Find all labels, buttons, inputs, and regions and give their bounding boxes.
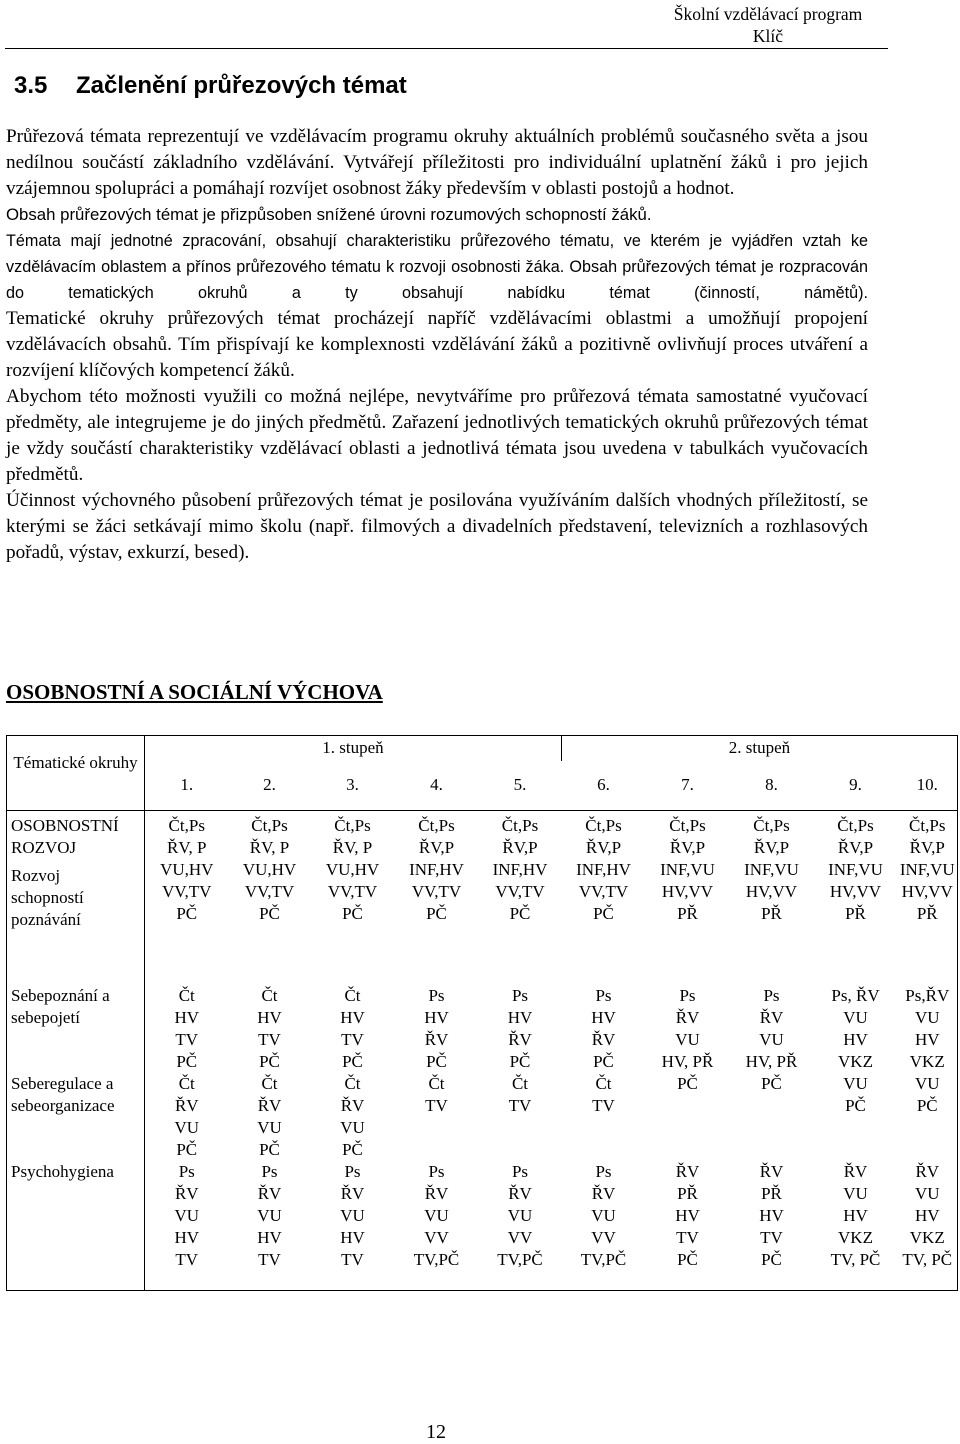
table-row [7, 1161, 958, 1291]
subject-cell: Ps HV ŘV PČ [591, 985, 616, 1071]
subject-cell: PČ [761, 1073, 782, 1093]
subject-cell: Čt,Ps ŘV,P INF,HV VV,TV PČ [576, 816, 631, 923]
grade-header: 10. [898, 761, 958, 811]
subject-cell: Čt,Ps ŘV,P INF,VU HV,VV PŘ [898, 811, 958, 965]
subject-cell: Čt,Ps ŘV,P INF,VU HV,VV PŘ [660, 816, 715, 923]
subject-cell: Čt HV TV PČ [340, 985, 365, 1071]
page-number: 12 [426, 1421, 446, 1443]
subject-cell: Čt,Ps ŘV, P VU,HV VV,TV PČ [325, 816, 380, 923]
grades-row [7, 761, 958, 811]
header-rule [5, 48, 888, 49]
header-school-name: Klíč [752, 26, 784, 46]
subject-cell: Ps ŘV VU VV TV,PČ [395, 1161, 479, 1291]
stage-1-header: 1. stupeň [145, 736, 562, 761]
subject-cell: VU PČ [843, 1073, 868, 1115]
row-label-cell [7, 811, 145, 965]
row-label-cell [7, 1073, 145, 1161]
subject-cell: PČ [677, 1073, 698, 1093]
row-label-cell [7, 1161, 145, 1291]
subject-cell: Čt,Ps ŘV,P INF,VU HV,VV PŘ [744, 816, 799, 923]
table-row [7, 811, 958, 965]
subheading: OSOBNOSTNÍ A SOCIÁLNÍ VÝCHOVA [6, 680, 383, 704]
paragraph: Obsah průřezových témat je přizpůsoben snížené úrovni rozumových schopností žáků. [6, 205, 652, 224]
subject-cell: Čt ŘV VU PČ [257, 1073, 282, 1159]
subject-cell: Čt TV [592, 1073, 615, 1115]
row-label: Seberegulace a sebeorganizace [11, 1073, 115, 1115]
grade-header: 4. [395, 761, 479, 811]
subject-cell: Ps ŘV VU HV TV [229, 1161, 311, 1291]
grade-header: 9. [814, 761, 898, 811]
subject-cell: ŘV VU HV VKZ TV, PČ [898, 1161, 958, 1291]
subject-cell: VU PČ [898, 1073, 958, 1161]
subject-cell: Čt,Ps ŘV, P VU,HV VV,TV PČ [160, 816, 214, 923]
grade-header: 7. [646, 761, 730, 811]
section-title: Začlenění průřezových témat [76, 72, 407, 99]
page-header [638, 3, 898, 47]
grade-header: 5. [479, 761, 562, 811]
subject-cell: Ps ŘV VU VV TV,PČ [562, 1161, 646, 1291]
grade-header: 1. [145, 761, 229, 811]
subject-cell: Ps HV ŘV PČ [507, 985, 533, 1071]
subject-cell: Ps ŘV VU HV TV [311, 1161, 395, 1291]
paragraph: Průřezová témata reprezentují ve vzdělávacím programu okruhy aktuálních problémů současného světa a jsou nedílnou součástí základního vzdělávání. Vytvářejí příležitosti pro individuální uplatnění žáků i pro jejich vzájemnou spolupráci a pomáhají rozvíjet osobnost žáky především v oblasti postojů a hodnot. [6, 126, 868, 199]
section-heading [14, 72, 407, 100]
header-program-name: Školní vzdělávací program [673, 4, 863, 24]
paragraph: Abychom této možnosti využili co možná nejlépe, nevytváříme pro průřezová témata samostatné vyučovací předměty, ale integrujeme je do jiných předmětů. Zařazení jednotlivých tematických okruhů průřezových témat je vždy součástí charakteristiky vzdělávací oblasti a jednotlivá témata jsou uvedena v tabulkách vyučovacích předmětů. [6, 386, 868, 485]
row-label-cell [7, 965, 145, 1073]
subject-cell: Ps ŘV VU HV, PŘ [745, 985, 798, 1071]
row-label: Sebepoznání a sebepojetí [11, 985, 110, 1027]
stage-2-header: 2. stupeň [562, 736, 958, 761]
paragraph: Tematické okruhy průřezových témat procházejí napříč vzdělávacími oblastmi a umožňují propojení vzdělávacích obsahů. Tím přispívají ke komplexnosti vzdělávání žáků a pozitivně ovlivňují proces utváření a rozvíjení klíčových kompetencí žáků. [6, 308, 868, 381]
subject-cell: Čt TV [508, 1073, 532, 1115]
subject-cell: Čt HV TV PČ [174, 985, 200, 1071]
subject-cell: Čt,Ps ŘV, P VU,HV VV,TV PČ [242, 816, 297, 923]
subject-cell: Čt,Ps ŘV,P INF,VU HV,VV PŘ [828, 816, 883, 923]
subject-cell: Čt,Ps ŘV,P INF,HV VV,TV PČ [492, 816, 548, 923]
subject-cell: Ps ŘV VU VV TV,PČ [479, 1161, 562, 1291]
section-number: 3.5 [14, 72, 48, 99]
subject-cell: Čt TV [425, 1073, 448, 1115]
grade-header: 2. [229, 761, 311, 811]
subject-cell: Ps ŘV VU HV, PŘ [661, 985, 714, 1071]
body-text [6, 124, 868, 566]
corner-header: Tématické okruhy [7, 736, 145, 811]
subject-cell: Ps,ŘV VU HV VKZ [898, 965, 958, 1073]
grade-header: 8. [730, 761, 814, 811]
subject-cell: Čt,Ps ŘV,P INF,HV VV,TV PČ [409, 816, 464, 923]
subject-cell: Čt HV TV PČ [257, 985, 282, 1071]
subject-cell: Ps ŘV VU HV TV [145, 1161, 229, 1291]
subject-cell: ŘV VU HV VKZ TV, PČ [814, 1161, 898, 1291]
subject-cell: Čt ŘV VU PČ [340, 1073, 365, 1159]
subject-cell: ŘV PŘ HV TV PČ [730, 1161, 814, 1291]
table-row [7, 965, 958, 1073]
row-label: Rozvoj schopností poznávání [11, 866, 84, 929]
paragraph: Účinnost výchovného působení průřezových témat je posilována využíváním dalších vhodných příležitostí, se kterými se žáci setkávají mimo školu (např. filmových a divadelních představení, televizních a rozhlasových pořadů, výstav, exkurzí, besed). [6, 490, 868, 563]
table-row [7, 1073, 958, 1161]
row-label: Psychohygiena [11, 1161, 114, 1181]
subject-cell: Ps, ŘV VU HV VKZ [831, 985, 880, 1071]
subject-cell: Čt ŘV VU PČ [174, 1073, 200, 1159]
grade-header: 6. [562, 761, 646, 811]
topics-table [6, 735, 958, 1291]
grade-header: 3. [311, 761, 395, 811]
paragraph: Témata mají jednotné zpracování, obsahují charakteristiku průřezového tématu, ve kterém je vyjádřen vztah ke vzdělávacím oblastem a přínos průřezového tématu k rozvoji osobnosti žáka. Obsah průřezových témat je rozpracován do tematických okruhů a ty obsahují nabídku témat (činností, námětů). [6, 232, 868, 302]
section-label: OSOBNOSTNÍ ROZVOJ [11, 816, 119, 857]
subject-cell: ŘV PŘ HV TV PČ [646, 1161, 730, 1291]
subject-cell: Ps HV ŘV PČ [424, 985, 449, 1071]
